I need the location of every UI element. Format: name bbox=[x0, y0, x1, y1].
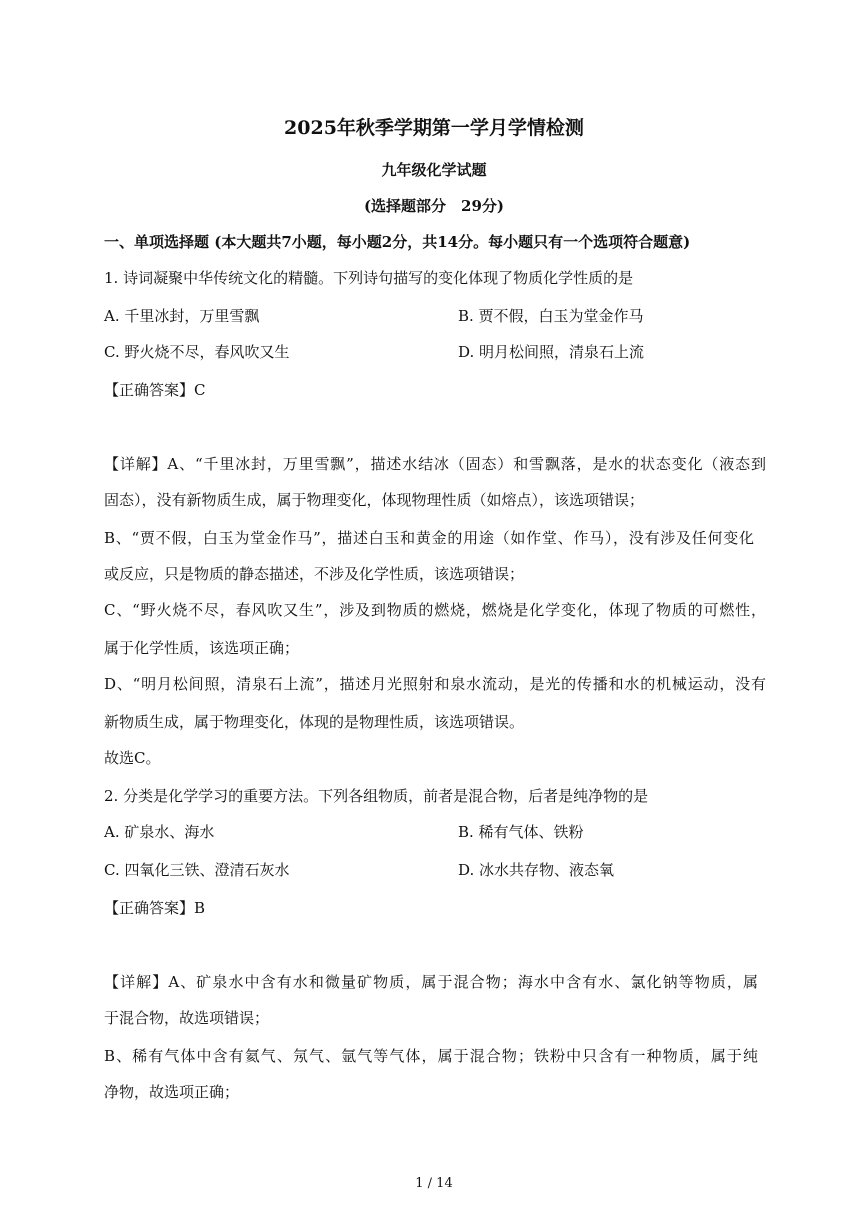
question-2-option-d: D. 冰水共存物、液态氧 bbox=[458, 861, 615, 879]
question-1-option-a: A. 千里冰封，万里雪飘 bbox=[104, 307, 260, 325]
question-2-analysis-line: 于混合物，故选项错误； bbox=[104, 1009, 270, 1027]
question-1-answer: 【正确答案】C bbox=[104, 381, 206, 399]
question-1-analysis-line: C、“野火烧不尽，春风吹又生”，涉及到物质的燃烧，燃烧是化学变化，体现了物质的可燃性， bbox=[104, 601, 766, 619]
question-1-analysis-line: 故选C。 bbox=[104, 749, 161, 767]
page-number: 1 / 14 bbox=[415, 1176, 453, 1191]
question-2-option-a: A. 矿泉水、海水 bbox=[104, 823, 215, 841]
page-subtitle: 九年级化学试题 bbox=[381, 161, 487, 179]
question-2-option-b: B. 稀有气体、铁粉 bbox=[458, 823, 584, 841]
question-1-analysis-line: 【详解】A、“千里冰封，万里雪飘”，描述水结冰（固态）和雪飘落，是水的状态变化（液态到 bbox=[104, 455, 766, 473]
question-1-analysis-line: D、“明月松间照，清泉石上流”，描述月光照射和泉水流动，是光的传播和水的机械运动，没有 bbox=[104, 675, 766, 693]
question-1-stem: 1. 诗词凝聚中华传统文化的精髓。下列诗句描写的变化体现了物质化学性质的是 bbox=[104, 269, 634, 287]
question-1-analysis-line: 或反应，只是物质的静态描述，不涉及化学性质，该选项错误； bbox=[104, 565, 525, 583]
section-part-label: (选择题部分 29分) bbox=[363, 197, 505, 215]
question-1-analysis-line: 新物质生成，属于物理变化，体现的是物理性质，该选项错误。 bbox=[104, 713, 525, 731]
question-1-analysis-line: B、“贾不假，白玉为堂金作马”，描述白玉和黄金的用途（如作堂、作马），没有涉及任何变化 bbox=[104, 529, 754, 547]
question-1-option-c: C. 野火烧不尽，春风吹又生 bbox=[104, 343, 290, 361]
question-2-analysis-line: 【详解】A、矿泉水中含有水和微量矿物质，属于混合物；海水中含有水、氯化钠等物质，属 bbox=[104, 973, 758, 991]
question-2-option-c: C. 四氧化三铁、澄清石灰水 bbox=[104, 861, 290, 879]
question-2-stem: 2. 分类是化学学习的重要方法。下列各组物质，前者是混合物，后者是纯净物的是 bbox=[104, 787, 649, 805]
question-2-analysis-line: 净物，故选项正确； bbox=[104, 1083, 240, 1101]
question-2-analysis-line: B、稀有气体中含有氦气、氖气、氩气等气体，属于混合物；铁粉中只含有一种物质，属于纯 bbox=[104, 1047, 758, 1065]
question-1-analysis-line: 属于化学性质，该选项正确； bbox=[104, 639, 300, 657]
question-2-answer: 【正确答案】B bbox=[104, 899, 206, 917]
question-1-analysis-line: 固态），没有新物质生成，属于物理变化，体现物理性质（如熔点），该选项错误； bbox=[104, 491, 645, 509]
section-heading: 一、单项选择题 (本大题共7小题，每小题2分，共14分。每小题只有一个选项符合题意) bbox=[104, 233, 691, 251]
question-1-option-b: B. 贾不假，白玉为堂金作马 bbox=[458, 307, 644, 325]
question-1-option-d: D. 明月松间照，清泉石上流 bbox=[458, 343, 645, 361]
page-title: 2025年秋季学期第一学月学情检测 bbox=[284, 117, 584, 139]
